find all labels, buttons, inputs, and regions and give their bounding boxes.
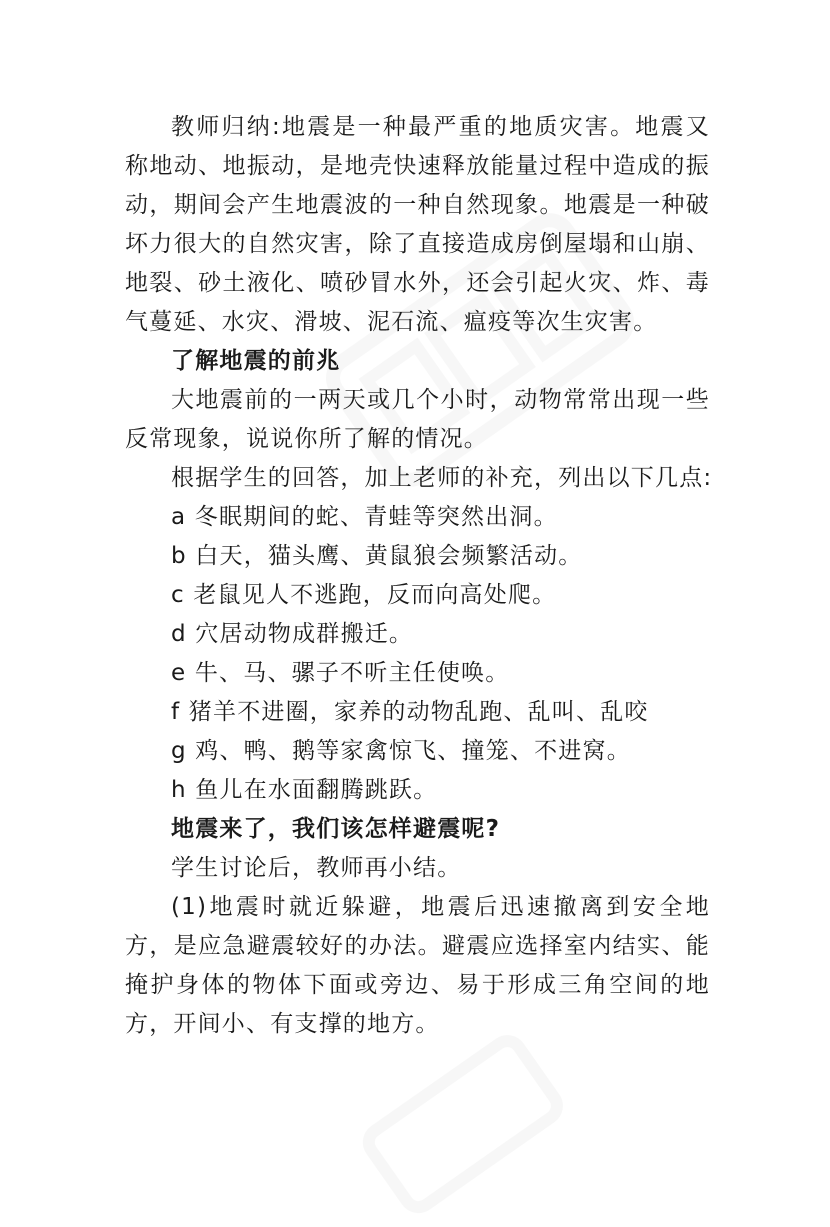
paragraph-animal-behavior: 大地震前的一两天或几个小时，动物常常出现一些反常现象，说说你所了解的情况。 bbox=[125, 387, 710, 452]
list-item-d: d 穴居动物成群搬迁。 bbox=[171, 621, 414, 647]
heading-earthquake-signs: 了解地震的前兆 bbox=[171, 348, 341, 374]
paragraph-list-intro: 根据学生的回答，加上老师的补充，列出以下几点: bbox=[171, 465, 713, 491]
list-item-e: e 牛、马、骡子不听主任使唤。 bbox=[171, 660, 510, 686]
paragraph-discussion: 学生讨论后，教师再小结。 bbox=[171, 855, 462, 881]
list-item-b: b 白天，猫头鹰、黄鼠狼会频繁活动。 bbox=[171, 543, 583, 569]
watermark-logo-bottom bbox=[344, 1013, 577, 1226]
paragraph-summary: 教师归纳:地震是一种最严重的地质灾害。地震又称地动、地振动，是地壳快速释放能量过程中造成的振动，期间会产生地震波的一种自然现象。地震是一种破坏力很大的自然灾害，除了直接造成房倒屋塌和山崩、地裂、砂土液化、喷砂冒水外，还会引起火灾、炸、毒气蔓延、水灾、滑坡、泥石流、瘟疫等次生灾害。 bbox=[125, 114, 710, 335]
list-item-h: h 鱼儿在水面翻腾跳跃。 bbox=[171, 777, 438, 803]
paragraph-shelter-advice: (1)地震时就近躲避，地震后迅速撤离到安全地方，是应急避震较好的办法。避震应选择室内结实、能掩护身体的物体下面或旁边、易于形成三角空间的地方，开间小、有支撑的地方。 bbox=[125, 894, 710, 1037]
list-item-a: a 冬眠期间的蛇、青蛙等突然出洞。 bbox=[171, 504, 558, 530]
heading-how-to-shelter: 地震来了，我们该怎样避震呢? bbox=[171, 816, 501, 842]
document-body bbox=[125, 108, 713, 1044]
list-item-f: f 猪羊不进圈，家养的动物乱跑、乱叫、乱咬 bbox=[171, 699, 649, 725]
list-item-g: g 鸡、鸭、鹅等家禽惊飞、撞笼、不进窝。 bbox=[171, 738, 631, 764]
list-item-c: c 老鼠见人不逃跑，反而向高处爬。 bbox=[171, 582, 557, 608]
